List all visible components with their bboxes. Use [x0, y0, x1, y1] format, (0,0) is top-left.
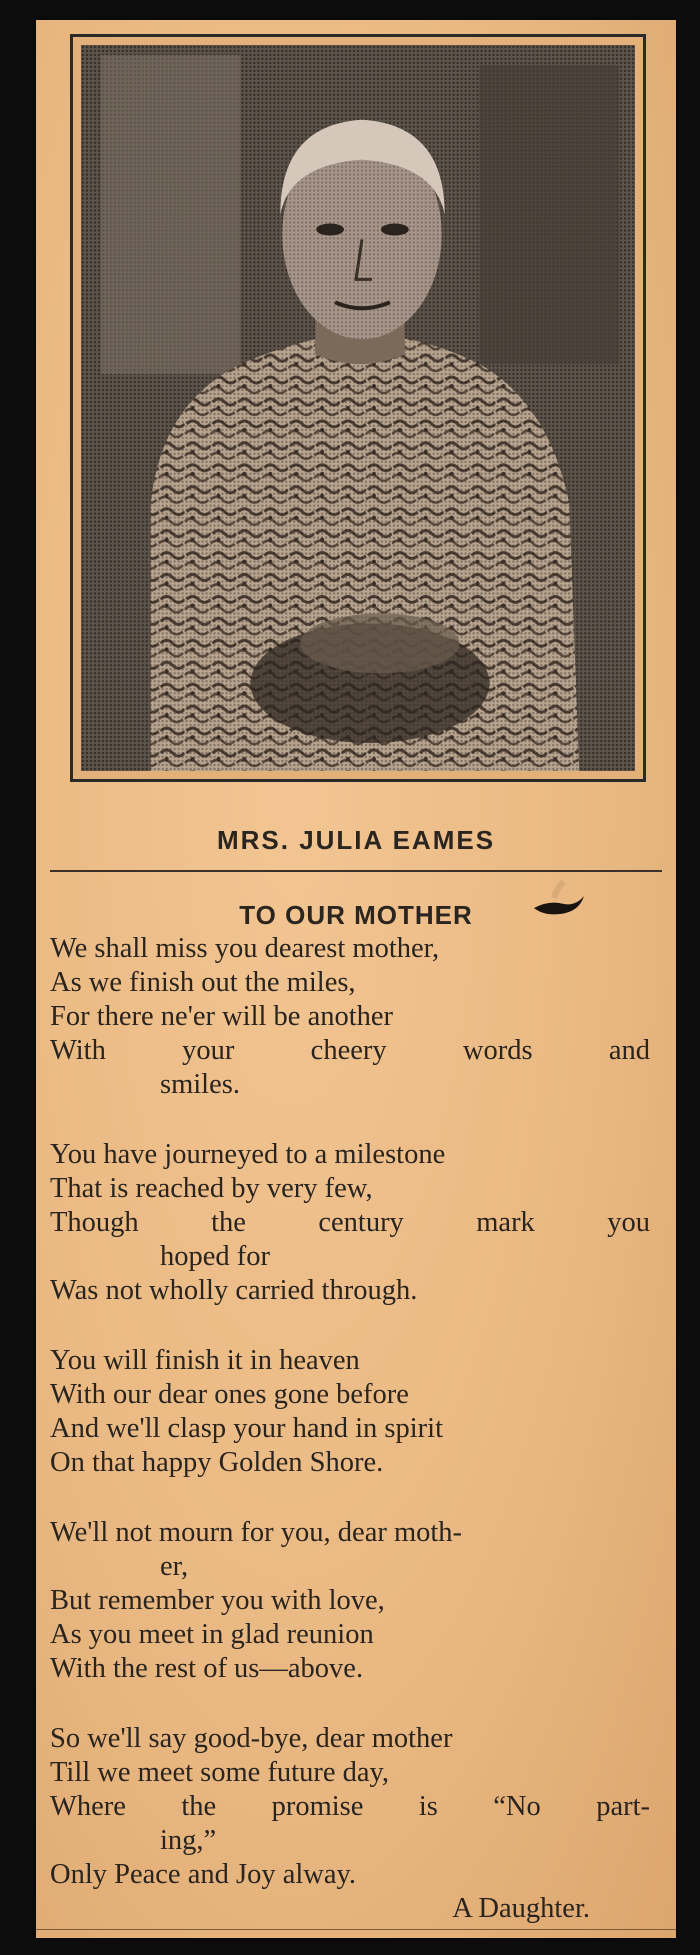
- poem-signature: A Daughter.: [452, 1893, 590, 1924]
- poem-body: [50, 932, 650, 1926]
- poem-line: You will finish it in heaven: [50, 1345, 360, 1376]
- poem-line: And we'll clasp your hand in spirit: [50, 1413, 443, 1444]
- poem-title: TO OUR MOTHER: [239, 900, 473, 930]
- poem-stanza-4: [50, 1516, 650, 1686]
- poem-line: er,: [160, 1551, 189, 1582]
- poem-line: We'll not mourn for you, dear moth-: [50, 1517, 463, 1548]
- portrait-photo: [81, 45, 635, 771]
- poem-line: Till we meet some future day,: [50, 1757, 390, 1788]
- poem-line: Was not wholly carried through.: [50, 1275, 418, 1306]
- poem-stanza-2: [50, 1138, 650, 1308]
- poem-stanza-5: [50, 1722, 650, 1892]
- poem-line: With your cheery words and: [50, 1035, 650, 1066]
- poem-line: For there ne'er will be another: [50, 1001, 394, 1032]
- poem-line: That is reached by very few,: [50, 1173, 373, 1204]
- poem-stanza-3: [50, 1344, 650, 1480]
- poem-line: Only Peace and Joy alway.: [50, 1859, 357, 1890]
- poem-line: We shall miss you dearest mother,: [50, 933, 440, 964]
- portrait-figure: [81, 45, 635, 771]
- poem-line: Though the century mark you: [50, 1207, 650, 1238]
- poem-line: smiles.: [160, 1069, 240, 1100]
- poem-line: hoped for: [160, 1241, 271, 1272]
- poem-line: You have journeyed to a milestone: [50, 1139, 446, 1170]
- poem-line: With the rest of us—above.: [50, 1653, 364, 1684]
- bottom-edge-rule: [36, 1929, 676, 1930]
- poem-line: Where the promise is “No part-: [50, 1791, 650, 1822]
- caption-divider: [50, 870, 662, 872]
- newspaper-clipping: [36, 20, 676, 1938]
- poem-line: ing,”: [160, 1825, 217, 1856]
- poem-line: But remember you with love,: [50, 1585, 385, 1616]
- poem-stanza-1: [50, 932, 650, 1102]
- poem-line: As we finish out the miles,: [50, 967, 356, 998]
- poem-line: As you meet in glad reunion: [50, 1619, 374, 1650]
- poem-line: On that happy Golden Shore.: [50, 1447, 384, 1478]
- photo-caption: MRS. JULIA EAMES: [216, 825, 496, 855]
- poem-line: So we'll say good-bye, dear mother: [50, 1723, 453, 1754]
- photo-frame: [70, 34, 646, 782]
- poem-line: With our dear ones gone before: [50, 1379, 409, 1410]
